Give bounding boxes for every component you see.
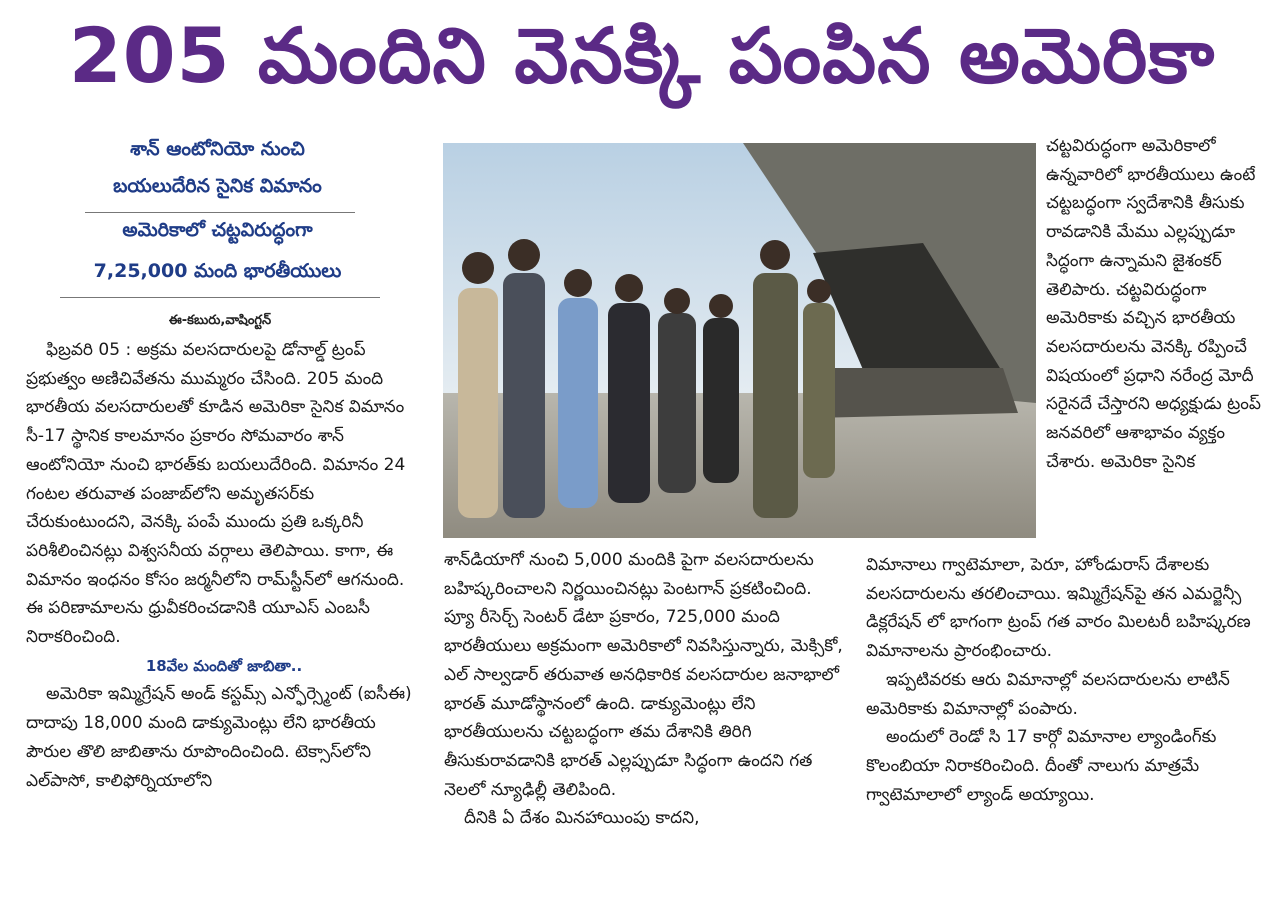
headline: 205 మందిని వెనక్కి పంపిన అమెరికా bbox=[68, 11, 1216, 100]
subhead-line-2: బయలుదేరిన సైనిక విమానం bbox=[113, 175, 322, 197]
right-column-top bbox=[1046, 132, 1262, 476]
left-column bbox=[26, 336, 422, 795]
right-paragraph-1: చట్టవిరుద్ధంగా అమెరికాలో ఉన్నవారిలో భారతీయులు ఉంటే చట్టబద్ధంగా స్వదేశానికి తీసుకు రావడానికి మేము ఎల్లప్పుడూ సిద్ధంగా ఉన్నామని జైశంకర్ తెలిపారు. చట్టవిరుద్ధంగా అమెరికాకు వచ్చిన భారతీయ వలసదారులను వెనక్కి రప్పించే విషయంలో ప్రధాని నరేంద్ర మోదీ సరైనదే చేస్తారని అధ్యక్షుడు ట్రంప్ జనవరిలో ఆశాభావం వ్యక్తం చేశారు. అమెరికా సైనిక bbox=[1046, 136, 1261, 472]
right-column-bottom bbox=[866, 551, 1258, 809]
subhead-line-4: 7,25,000 మంది భారతీయులు bbox=[93, 260, 342, 282]
subhead-divider bbox=[85, 212, 355, 213]
middle-column bbox=[444, 546, 844, 833]
subhead-bottom-rule bbox=[60, 297, 380, 298]
middle-paragraph-2: దీనికి ఏ దేశం మినహాయింపు కాదని, bbox=[464, 808, 700, 829]
news-photo bbox=[443, 143, 1036, 538]
right-paragraph-3: ఇప్పటివరకు ఆరు విమానాల్లో వలసదారులను లాటిన్ అమెరికాకు విమానాల్లో పంపారు. bbox=[866, 669, 1230, 719]
subhead-line-3: అమెరికాలో చట్టవిరుద్ధంగా bbox=[122, 219, 313, 241]
right-paragraph-4: అందులో రెండో సి 17 కార్గో విమానాల ల్యాండింగ్‌కు కొలంబియా నిరాకరించింది. దీంతో నాలుగు మాత్రమే గ్వాటెమాలాలో ల్యాండ్ అయ్యాయి. bbox=[866, 727, 1217, 805]
middle-paragraph-1: శాన్‌డియాగో నుంచి 5,000 మందికి పైగా వలసదారులను బహిష్కరించాలని నిర్ణయించినట్లు పెంటగాన్ ప్రకటించింది. ప్యూ రీసెర్చ్ సెంటర్ డేటా ప్రకారం, 725,000 మంది భారతీయులు అక్రమంగా అమెరికాలో నివసిస్తున్నారు, మెక్సికో, ఎల్ సాల్వడార్ తరువాత అనధికారిక వలసదారుల జనాభాలో భారత్ మూడోస్థానంలో ఉంది. డాక్యుమెంట్లు లేని భారతీయులను చట్టబద్ధంగా తమ దేశానికి తిరిగి తీసుకురావడానికి భారత్ ఎల్లప్పుడూ సిద్ధంగా ఉందని గత నెలలో న్యూఢిల్లీ తెలిపింది. bbox=[444, 550, 843, 800]
left-paragraph-2: అమెరికా ఇమ్మిగ్రేషన్ అండ్ కస్టమ్స్ ఎన్ఫోర్స్మెంట్ (ఐసీఈ) దాదాపు 18,000 మంది డాక్యుమెంట్లు లేని భారతీయ పౌరుల తొలి జాబితాను రూపొందించింది. టెక్సాస్‌లోని ఎల్‌పాసో, కాలిఫోర్నియాలోని bbox=[26, 684, 412, 791]
right-paragraph-2: విమానాలు గ్వాటెమాలా, పెరూ, హోండురాస్ దేశాలకు వలసదారులను తరలించాయి. ఇమ్మిగ్రేషన్‌పై తన ఎమర్జెన్సీ డిక్లరేషన్ లో భాగంగా ట్రంప్ గత వారం మిలటరీ బహిష్కరణ విమానాలను ప్రారంభించారు. bbox=[866, 555, 1251, 662]
people-group bbox=[458, 273, 835, 518]
subhead-line-1: శాన్ ఆంటోనియో నుంచి bbox=[130, 138, 305, 160]
dateline: ఈ-కబురు,వాషింగ్టన్ bbox=[168, 313, 272, 328]
photo-illustration bbox=[443, 143, 1036, 538]
left-paragraph-1: ఫిబ్రవరి 05 : అక్రమ వలసదారులపై డోనాల్డ్ ట్రంప్ ప్రభుత్వం అణిచివేతను ముమ్మరం చేసింది. 205 మంది భారతీయ వలసదారులతో కూడిన అమెరికా సైనిక విమానం సీ-17 స్థానిక కాలమానం ప్రకారం సోమవారం శాన్ ఆంటోనియో నుంచి భారత్‌కు బయలుదేరింది. విమానం 24 గంటల తరువాత పంజాబ్‌లోని అమృతసర్‌కు చేరుకుంటుందని, వెనక్కి పంపే ముందు ప్రతి ఒక్కరినీ పరిశీలించినట్లు విశ్వసనీయ వర్గాలు తెలిపాయి. కాగా, ఈ విమానం ఇంధనం కోసం జర్మనీలోని రామ్‌స్టీన్‌లో ఆగనుంది. ఈ పరిణామాలను ధ్రువీకరించడానికి యూఎస్ ఎంబసీ నిరాకరించింది. bbox=[26, 340, 406, 648]
box-heading: 18వేల మందితో జాబితా.. bbox=[145, 656, 303, 675]
cargo-ramp bbox=[813, 368, 1018, 418]
